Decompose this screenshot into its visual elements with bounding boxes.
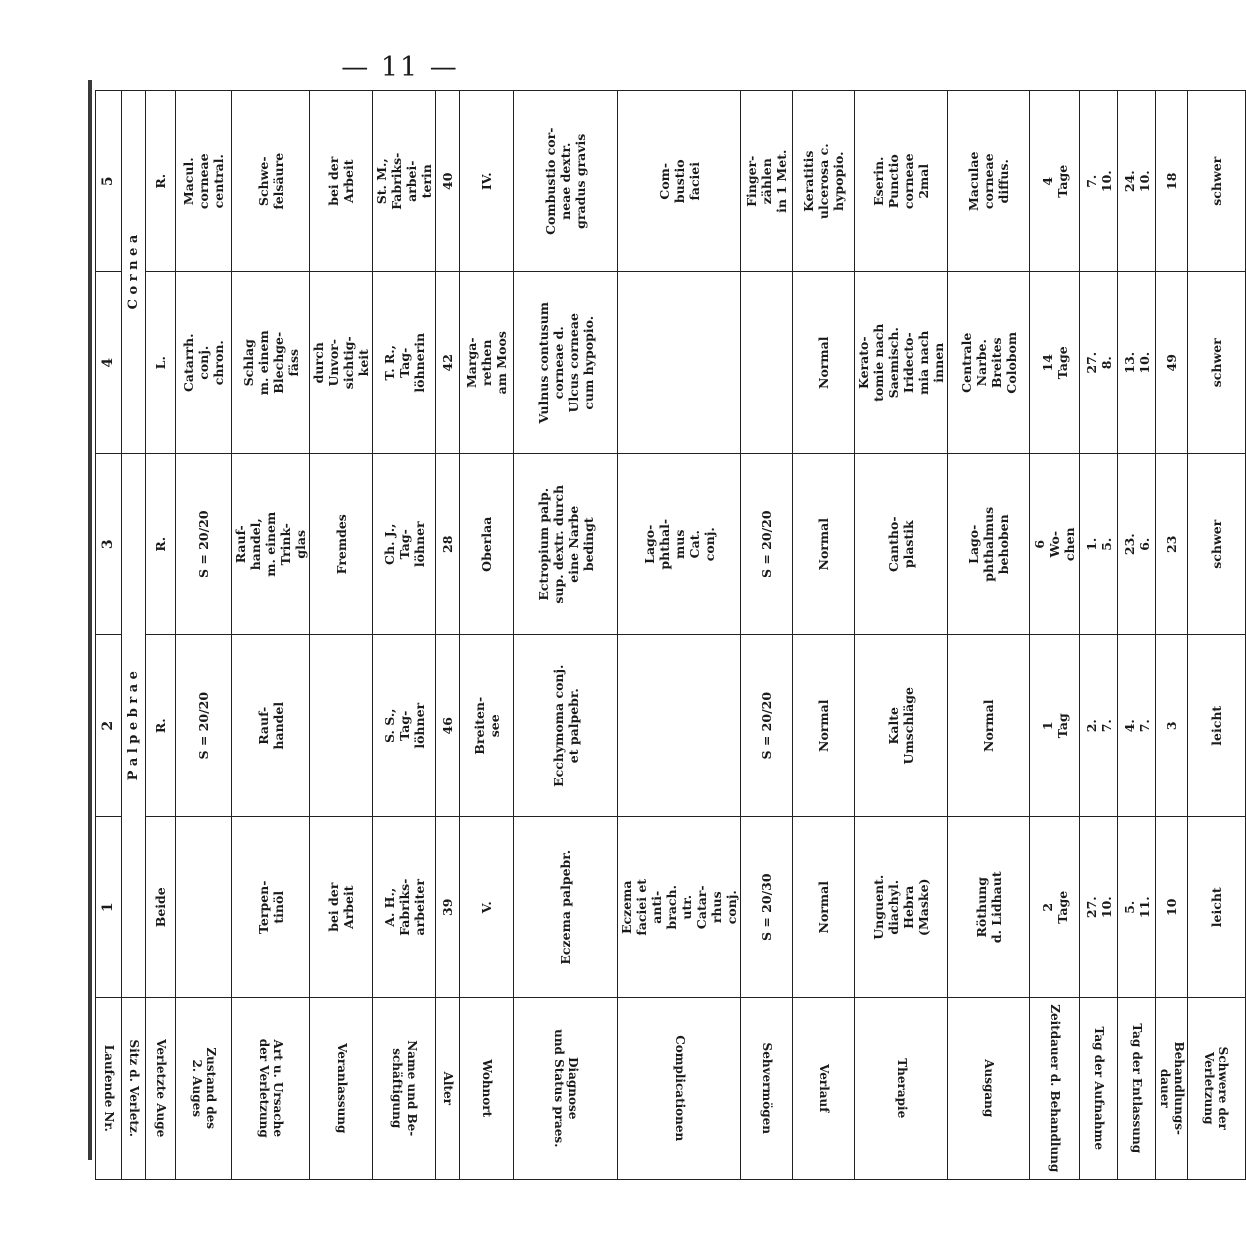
zustand-cell: Catarrh. conj. chron. (176, 272, 232, 454)
veranlassung-cell (310, 635, 373, 817)
zeitdauer-cell: 1 Tag (1030, 635, 1080, 817)
schwere-cell: schwer (1187, 272, 1245, 454)
nr-cell: 3 (96, 454, 122, 636)
nr-cell: 2 (96, 635, 122, 817)
auge-cell: R. (146, 635, 176, 817)
ausgang-cell: Normal (948, 635, 1030, 817)
name-cell: Ch. J., Tag- löhner (373, 454, 436, 636)
sehv-cell: S = 20/20 (741, 635, 793, 817)
dauer-cell: 3 (1156, 635, 1188, 817)
column-header: Verletzte Auge (146, 998, 176, 1180)
column-header: Verlauf (793, 998, 855, 1180)
sehv-cell: S = 20/20 (741, 454, 793, 636)
auge-cell: R. (146, 91, 176, 273)
zeitdauer-cell: 6 Wo- chen (1030, 454, 1080, 636)
compl-cell: Lago- phthal- mus Cat. conj. (618, 454, 741, 636)
wohnort-cell: Marga- rethen am Moos (460, 272, 514, 454)
ausgang-cell: Röthung d. Lidhaut (948, 817, 1030, 999)
schwere-cell: leicht (1187, 635, 1245, 817)
therapie-cell: Eserin. Punctio corneae 2mal (855, 91, 948, 273)
veranlassung-cell: bei der Arbeit (310, 91, 373, 273)
compl-cell: Com- bustio faciei (618, 91, 741, 273)
ausgang-cell: Maculae corneae diffus. (948, 91, 1030, 273)
zustand-cell: S = 20/20 (176, 454, 232, 636)
ursache-cell: Schwe- felsäure (232, 91, 310, 273)
column-header: Laufende Nr. (96, 998, 122, 1180)
schwere-cell: leicht (1187, 817, 1245, 999)
auge-cell: Beide (146, 817, 176, 999)
column-header: Therapie (855, 998, 948, 1180)
aufnahme-cell: 7. 10. (1080, 91, 1118, 273)
therapie-cell: Cantho- plastik (855, 454, 948, 636)
zustand-cell: Macul. corneae central. (176, 91, 232, 273)
column-header: Ausgang (948, 998, 1030, 1180)
zeitdauer-cell: 4 Tage (1030, 91, 1080, 273)
aufnahme-cell: 2. 7. (1080, 635, 1118, 817)
alter-cell: 40 (436, 91, 460, 273)
entlassung-cell: 13. 10. (1118, 272, 1156, 454)
sitz-group: C o r n e a (122, 91, 146, 454)
dauer-cell: 10 (1156, 817, 1188, 999)
column-header: Sitz d. Verletz. (122, 998, 146, 1180)
name-cell: S. S., Tag- löhner (373, 635, 436, 817)
column-header: Tag der Entlassung (1118, 998, 1156, 1180)
diagnose-cell: Ecchymoma conj. et palpebr. (514, 635, 618, 817)
column-header: Wohnort (460, 998, 514, 1180)
therapie-cell: Kalte Umschläge (855, 635, 948, 817)
entlassung-cell: 24. 10. (1118, 91, 1156, 273)
sitz-group: P a l p e b r a e (122, 454, 146, 999)
column-header: Tag der Aufnahme (1080, 998, 1118, 1180)
column-header: Alter (436, 998, 460, 1180)
ausgang-cell: Centrale Narbe. Breites Colobom (948, 272, 1030, 454)
verlauf-cell: Keratitis ulcerosa c. hypopio. (793, 91, 855, 273)
verlauf-cell: Normal (793, 817, 855, 999)
compl-cell (618, 272, 741, 454)
column-header: Behandlungs- dauer (1156, 998, 1188, 1180)
nr-cell: 1 (96, 817, 122, 999)
zeitdauer-cell: 2 Tage (1030, 817, 1080, 999)
column-header: Complicationen (618, 998, 741, 1180)
nr-cell: 5 (96, 91, 122, 273)
injury-table (95, 90, 1246, 1180)
sehv-cell: Finger- zählen in 1 Met. (741, 91, 793, 273)
column-header: Zeitdauer d. Behandlung (1030, 998, 1080, 1180)
aufnahme-cell: 27. 8. (1080, 272, 1118, 454)
ursache-cell: Schlag m. einem Blechge- fäss (232, 272, 310, 454)
therapie-cell: Kerato- tomie nach Saemisch. Iridecto- mia nach innen (855, 272, 948, 454)
wohnort-cell: Breiten- see (460, 635, 514, 817)
verlauf-cell: Normal (793, 635, 855, 817)
verlauf-cell: Normal (793, 454, 855, 636)
auge-cell: R. (146, 454, 176, 636)
ausgang-cell: Lago- phthalmus behoben (948, 454, 1030, 636)
dauer-cell: 23 (1156, 454, 1188, 636)
veranlassung-cell: Fremdes (310, 454, 373, 636)
diagnose-cell: Ectropium palp. sup. dextr. durch eine Narbe bedingt (514, 454, 618, 636)
alter-cell: 46 (436, 635, 460, 817)
alter-cell: 28 (436, 454, 460, 636)
zeitdauer-cell: 14 Tage (1030, 272, 1080, 454)
veranlassung-cell: bei der Arbeit (310, 817, 373, 999)
alter-cell: 42 (436, 272, 460, 454)
alter-cell: 39 (436, 817, 460, 999)
nr-cell: 4 (96, 272, 122, 454)
name-cell: T. R., Tag- löhnerin (373, 272, 436, 454)
page-number: — 11 — (341, 52, 459, 83)
compl-cell: Eczema faciei et anti- brach. utr. Catar- rhus conj. (618, 817, 741, 999)
column-header: Zustand des 2. Auges (176, 998, 232, 1180)
diagnose-cell: Combustio cor- neae dextr. gradus gravis (514, 91, 618, 273)
entlassung-cell: 4. 7. (1118, 635, 1156, 817)
diagnose-cell: Vulnus contusum corneae d. Ulcus corneae cum hypopio. (514, 272, 618, 454)
name-cell: A. H., Fabriks- arbeiter (373, 817, 436, 999)
rotated-table-container (95, 90, 1231, 1180)
entlassung-cell: 23. 6. (1118, 454, 1156, 636)
aufnahme-cell: 27. 10. (1080, 817, 1118, 999)
compl-cell (618, 635, 741, 817)
aufnahme-cell: 1. 5. (1080, 454, 1118, 636)
dauer-cell: 49 (1156, 272, 1188, 454)
wohnort-cell: V. (460, 817, 514, 999)
zustand-cell (176, 817, 232, 999)
zustand-cell: S = 20/20 (176, 635, 232, 817)
therapie-cell: Unguent. diachyl. Hebra (Maske) (855, 817, 948, 999)
column-header: Schwere der Verletzung (1187, 998, 1245, 1180)
dauer-cell: 18 (1156, 91, 1188, 273)
column-header: Name und Be- schäftigung (373, 998, 436, 1180)
name-cell: St. M., Fabriks- arbei- terin (373, 91, 436, 273)
ursache-cell: Rauf- handel (232, 635, 310, 817)
sehv-cell: S = 20/30 (741, 817, 793, 999)
column-header: Art u. Ursache der Verletzung (232, 998, 310, 1180)
entlassung-cell: 5. 11. (1118, 817, 1156, 999)
schwere-cell: schwer (1187, 454, 1245, 636)
auge-cell: L. (146, 272, 176, 454)
column-header: Diagnose und Status praes. (514, 998, 618, 1180)
ursache-cell: Terpen- tinöl (232, 817, 310, 999)
verlauf-cell: Normal (793, 272, 855, 454)
column-header: Veranlassung (310, 998, 373, 1180)
wohnort-cell: Oberlaa (460, 454, 514, 636)
veranlassung-cell: durch Unvor- sichtig- keit (310, 272, 373, 454)
ursache-cell: Rauf- handel, m. einem Trink- glas (232, 454, 310, 636)
sehv-cell (741, 272, 793, 454)
schwere-cell: schwer (1187, 91, 1245, 273)
scan-edge (88, 80, 92, 1160)
wohnort-cell: IV. (460, 91, 514, 273)
diagnose-cell: Eczema palpebr. (514, 817, 618, 999)
column-header: Sehvermögen (741, 998, 793, 1180)
